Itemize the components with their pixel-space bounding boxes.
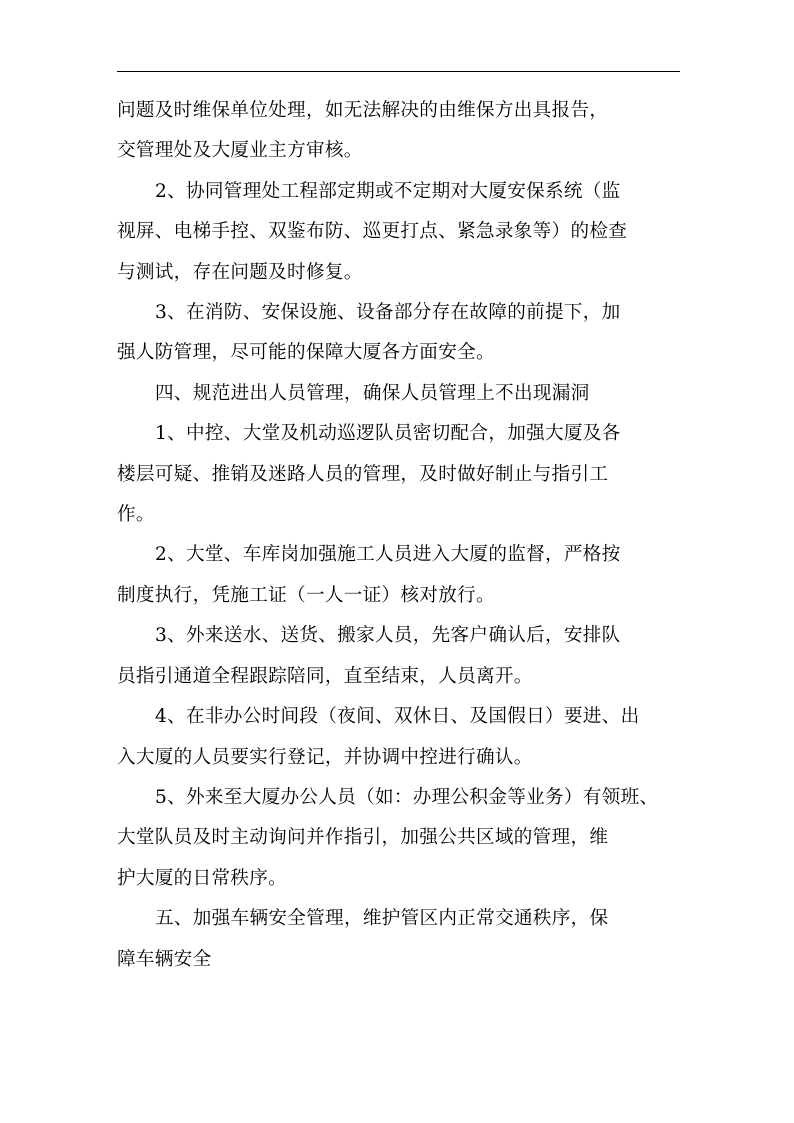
text-line: 五、加强车辆安全管理，维护管区内正常交通秩序，保: [155, 908, 609, 930]
text-line: 5、外来至大厦办公人员（如：办理公积金等业务）有领班、: [155, 786, 659, 808]
section-heading-5: [117, 899, 683, 980]
paragraph-7: [117, 616, 683, 697]
paragraph-9: [117, 778, 683, 899]
text-line: 4、在非办公时间段（夜间、双休日、及国假日）要进、出: [155, 706, 640, 728]
text-line: 3、外来送水、送货、搬家人员，先客户确认后，安排队: [155, 625, 621, 647]
text-line: 视屏、电梯手控、双鉴布防、巡更打点、紧急录象等）的检查: [117, 221, 628, 243]
paragraph-3: [117, 293, 683, 374]
text-line: 护大厦的日常秩序。: [117, 867, 288, 889]
section-heading-4: [117, 374, 683, 414]
text-line: 制度执行，凭施工证（一人一证）核对放行。: [117, 584, 495, 606]
text-line: 大堂队员及时主动询问并作指引，加强公共区域的管理，维: [117, 827, 609, 849]
text-line: 强人防管理，尽可能的保障大厦各方面安全。: [117, 342, 495, 364]
paragraph-5: [117, 414, 683, 535]
paragraph-2: [117, 172, 683, 293]
text-line: 2、大堂、车库岗加强施工人员进入大厦的监督，严格按: [155, 544, 621, 566]
text-line: 入大厦的人员要实行登记，并协调中控进行确认。: [117, 746, 533, 768]
text-line: 问题及时维保单位处理，如无法解决的由维保方出具报告，: [117, 100, 609, 121]
paragraph-1: [117, 91, 683, 172]
header-rule: [117, 71, 680, 72]
text-line: 障车辆安全: [117, 948, 212, 970]
text-line: 四、规范进出人员管理，确保人员管理上不出现漏洞: [155, 382, 590, 404]
text-line: 员指引通道全程跟踪陪同，直至结束，人员离开。: [117, 665, 533, 687]
text-line: 交管理处及大厦业主方审核。: [117, 140, 363, 162]
text-line: 3、在消防、安保设施、设备部分存在故障的前提下，加: [155, 302, 621, 324]
text-line: 与测试，存在问题及时修复。: [117, 261, 363, 283]
text-line: 2、协同管理处工程部定期或不定期对大厦安保系统（监: [155, 180, 621, 202]
text-line: 1、中控、大堂及机动巡逻队员密切配合，加强大厦及各: [155, 423, 621, 445]
paragraph-6: [117, 535, 683, 616]
text-line: 作。: [117, 504, 155, 526]
document-body: [117, 91, 683, 980]
text-line: 楼层可疑、推销及迷路人员的管理，及时做好制止与指引工: [117, 463, 609, 485]
paragraph-8: [117, 697, 683, 778]
